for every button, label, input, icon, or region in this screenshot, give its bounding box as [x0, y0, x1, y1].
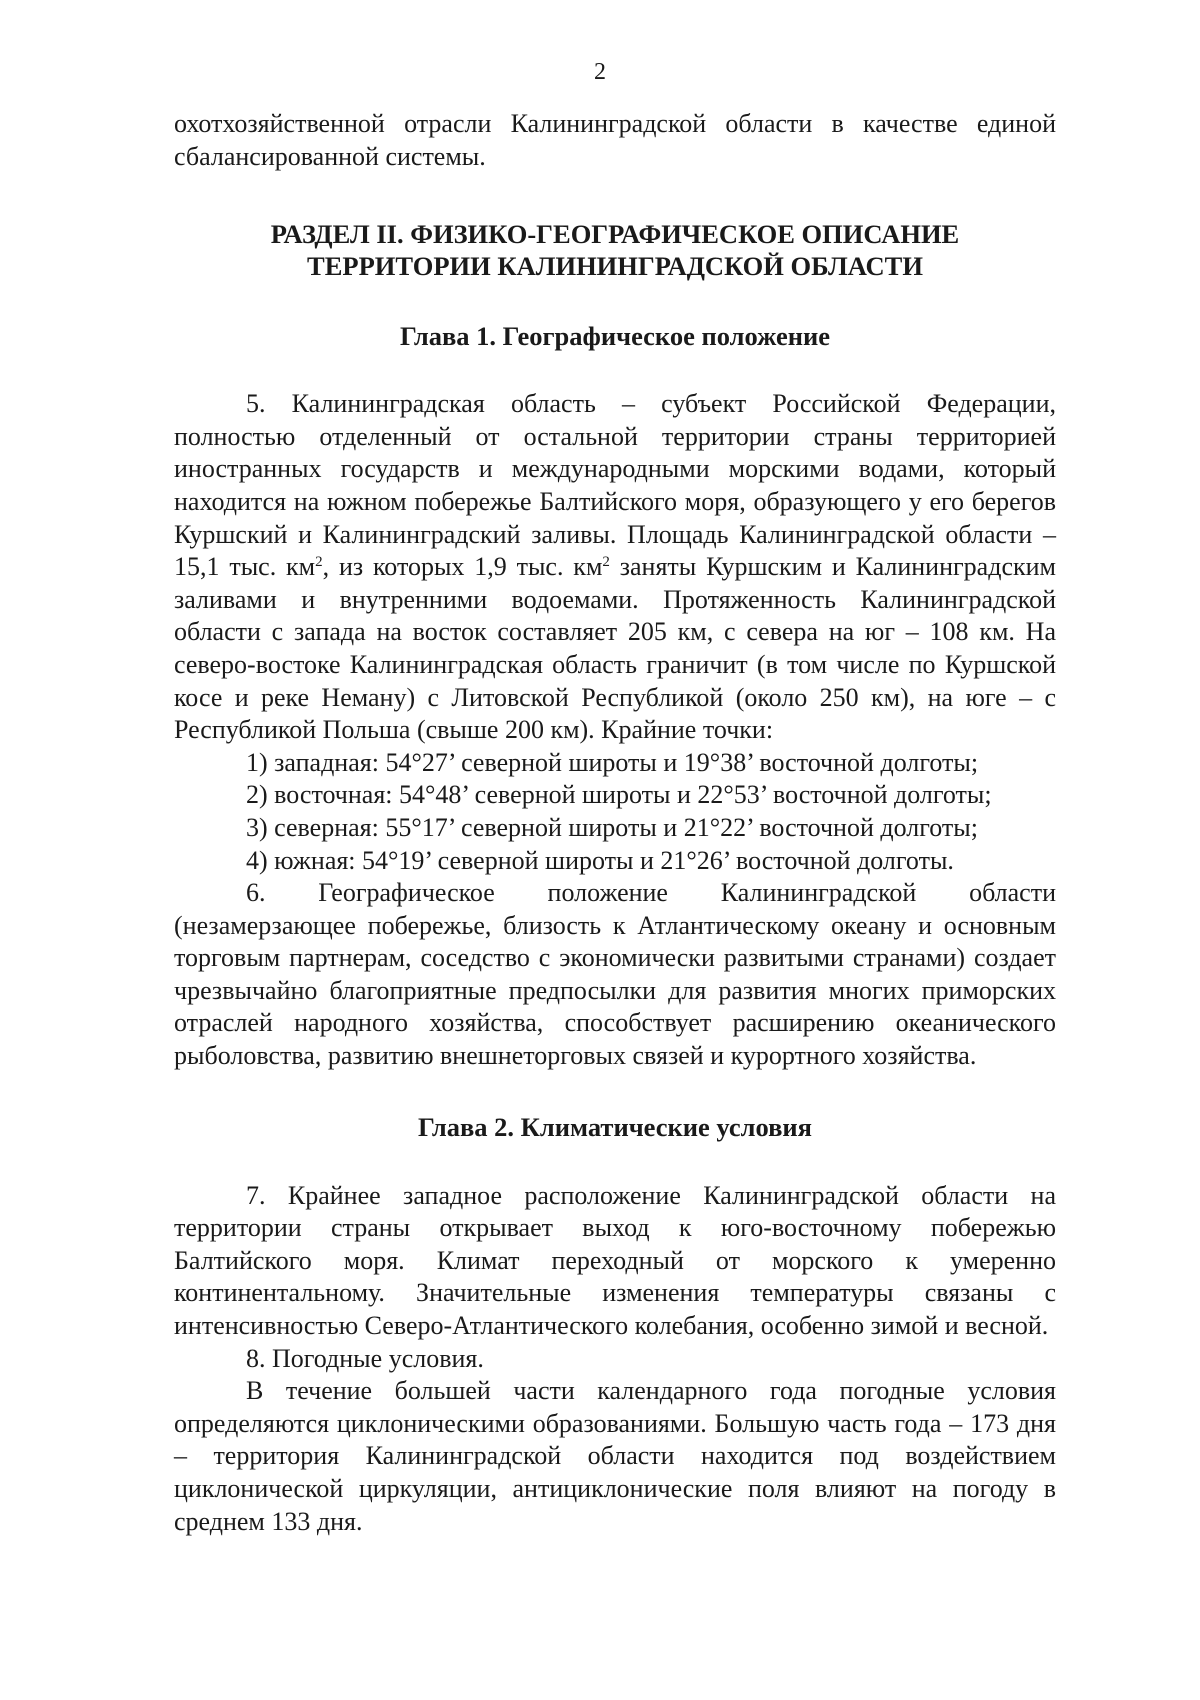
intro-paragraph-end [174, 141, 1056, 174]
superscript-2b: 2 [602, 554, 610, 571]
superscript-2a: 2 [315, 554, 323, 571]
paragraph-7: 7. Крайнее западное расположение Калининградской области на территории страны открывает выход к юго-восточному побережью Балтийского моря. Климат переходный от морского к умеренно континентальному. Значительные изменения температуры связаны с интенсивностью Северо-Атлантического колебания, особенно зимой и весной. [174, 1180, 1056, 1341]
extreme-point-south: 4) южная: 54°19’ северной широты и 21°26’ восточной долготы. [246, 845, 954, 875]
intro-line-1: охотхозяйственной отрасли Калининградской области в качестве единой [174, 109, 1056, 138]
paragraph-6: 6. Географическое положение Калининградской области (незамерзающее побережье, близость к Атлантическому океану и основным торговым партнерам, соседство с экономически развитыми странами) создает чрезвычайно благоприятные предпосылки для развития многих приморских отраслей народного хозяйства, способствует расширению океанического рыболовства, развитию внешнеторговых связей и курортного хозяйства. [174, 878, 1056, 1071]
extreme-point-east: 2) восточная: 54°48’ северной широты и 22°53’ восточной долготы; [246, 780, 992, 810]
extreme-point-west: 1) западная: 54°27’ северной широты и 19°38’ восточной долготы; [246, 747, 979, 777]
paragraph-5 [174, 388, 1056, 747]
paragraph-5-part-c: заняты Куршским и Калининградским заливами и внутренними водоемами. Протяженность Калининградской области с запада на восток составляет 205 км, с севера на юг – 108 км. На северо-востоке Калининградская область граничит (в том числе по Куршской косе и реке Неману) с Литовской Республикой (около 250 км), на юге – с Республикой Польша (свыше 200 км). Крайние точки: [174, 552, 1056, 745]
extreme-point-north: 3) северная: 55°17’ северной широты и 21°22’ восточной долготы; [246, 812, 978, 842]
section-title [174, 218, 1056, 282]
section-title-line-2: ТЕРРИТОРИИ КАЛИНИНГРАДСКОЙ ОБЛАСТИ [307, 251, 923, 282]
document-body [174, 108, 1056, 1538]
intro-paragraph [174, 108, 1056, 141]
section-title-line-1: РАЗДЕЛ II. ФИЗИКО-ГЕОГРАФИЧЕСКОЕ ОПИСАНИЕ [270, 219, 960, 250]
chapter-1-title: Глава 1. Географическое положение [399, 321, 831, 352]
chapter-2-title: Глава 2. Климатические условия [417, 1111, 813, 1142]
paragraph-5-part-b: , из которых 1,9 тыс. км [322, 552, 603, 582]
paragraph-8-text: В течение большей части календарного года погодные условия определяются циклоническими образованиями. Большую часть года – 173 дня – территория Калининградской области находится под воздействием циклонической циркуляции, антициклонические поля влияют на погоду в среднем 133 дня. [174, 1376, 1056, 1536]
page-number: 2 [594, 59, 606, 85]
paragraph-5-part-a: 5. Калининградская область – субъект Российской Федерации, полностью отделенный от остальной территории страны территорией иностранных государств и международными морскими водами, который находится на южном побережье Балтийского моря, образующего у его берегов Куршский и Калининградский заливы. Площадь Калининградской области – 15,1 тыс. км [174, 389, 1056, 582]
intro-line-2: сбалансированной системы. [174, 141, 486, 171]
paragraph-8-heading: 8. Погодные условия. [246, 1343, 484, 1373]
